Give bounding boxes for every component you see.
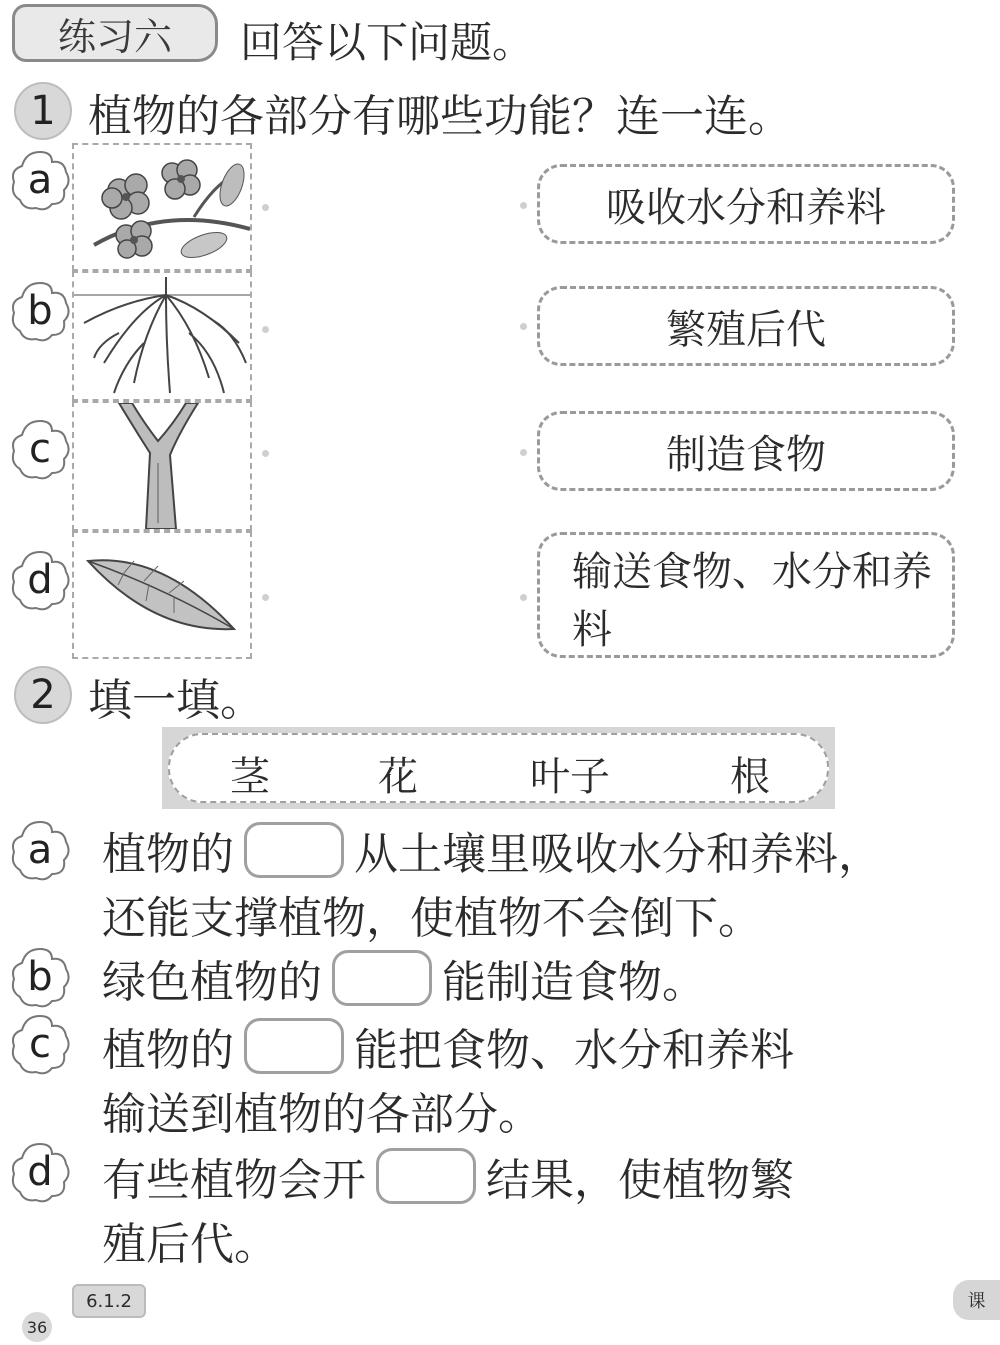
function-box-transport[interactable]: 输送食物、水分和养料 [537, 532, 955, 658]
sentence-b-line1 [102, 948, 706, 1008]
sentence-c-before: 植物的 [102, 1025, 234, 1076]
leaf-icon [74, 533, 250, 657]
sentence-a-blank[interactable] [244, 822, 344, 878]
page-instruction: 回答以下问题。 [240, 18, 535, 67]
question-2-text: 填一填。 [88, 675, 264, 726]
sentence-c-after: 能把食物、水分和养料 [354, 1025, 794, 1076]
side-tab[interactable]: 课 [953, 1280, 1000, 1320]
sentence-a-letter: a [27, 827, 53, 873]
leaf-image [72, 531, 252, 659]
item-c-letter: c [29, 426, 51, 472]
connect-dot-b[interactable] [262, 326, 269, 333]
connect-dot-d[interactable] [262, 594, 269, 601]
function-box-make-food[interactable]: 制造食物 [537, 411, 955, 491]
sentence-a-after: 从土壤里吸收水分和养料， [354, 829, 882, 880]
connect-dot-function-3[interactable] [520, 449, 527, 456]
word-root: 根 [730, 754, 770, 800]
flower-branch-icon [74, 145, 250, 269]
sentence-a-line2: 还能支撑植物，使植物不会倒下。 [102, 893, 762, 944]
sentence-c-line1 [102, 1016, 794, 1076]
function-box-absorb[interactable]: 吸收水分和养料 [537, 164, 955, 244]
sentence-c-line2: 输送到植物的各部分。 [102, 1089, 542, 1140]
page-number: 36 [22, 1312, 52, 1342]
word-leaf: 叶子 [530, 754, 610, 800]
sentence-d-blank[interactable] [376, 1148, 476, 1204]
sentence-a-badge [6, 816, 74, 884]
sentence-b-badge [6, 943, 74, 1011]
item-a-badge [6, 146, 74, 214]
sentence-d-badge [6, 1138, 74, 1206]
sentence-b-letter: b [27, 954, 53, 1000]
sentence-d-before: 有些植物会开 [102, 1155, 366, 1206]
word-flower: 花 [378, 754, 418, 800]
function-box-reproduce[interactable]: 繁殖后代 [537, 286, 955, 366]
word-bank [162, 727, 835, 809]
exercise-label: 练习六 [12, 4, 218, 62]
item-b-letter: b [27, 288, 53, 334]
word-stem: 茎 [230, 754, 270, 800]
question-2-number: 2 [14, 666, 72, 724]
item-b-badge [6, 277, 74, 345]
sentence-b-blank[interactable] [332, 950, 432, 1006]
connect-dot-c[interactable] [262, 450, 269, 457]
curriculum-code: 6.1.2 [72, 1284, 146, 1318]
sentence-b-before: 绿色植物的 [102, 957, 322, 1008]
sentence-c-letter: c [29, 1021, 51, 1067]
sentence-d-line2: 殖后代。 [102, 1219, 278, 1270]
sentence-a-before: 植物的 [102, 829, 234, 880]
question-1-text: 植物的各部分有哪些功能？连一连。 [88, 91, 792, 142]
sentence-a-line1 [102, 820, 882, 880]
flower-branch-image [72, 143, 252, 271]
sentence-d-letter: d [27, 1149, 53, 1195]
sentence-d-after: 结果，使植物繁 [486, 1155, 794, 1206]
roots-image [72, 271, 252, 401]
connect-dot-function-4[interactable] [520, 594, 527, 601]
item-d-letter: d [27, 557, 53, 603]
stem-image [72, 401, 252, 531]
trunk-icon [74, 403, 250, 529]
item-c-badge [6, 415, 74, 483]
connect-dot-a[interactable] [262, 204, 269, 211]
connect-dot-function-2[interactable] [520, 323, 527, 330]
sentence-d-line1 [102, 1146, 794, 1206]
word-bank-inner [168, 733, 829, 803]
sentence-b-after: 能制造食物。 [442, 957, 706, 1008]
roots-icon [74, 273, 250, 399]
item-a-letter: a [27, 157, 53, 203]
item-d-badge [6, 546, 74, 614]
connect-dot-function-1[interactable] [520, 202, 527, 209]
question-1-number: 1 [14, 82, 72, 140]
sentence-c-badge [6, 1010, 74, 1078]
sentence-c-blank[interactable] [244, 1018, 344, 1074]
